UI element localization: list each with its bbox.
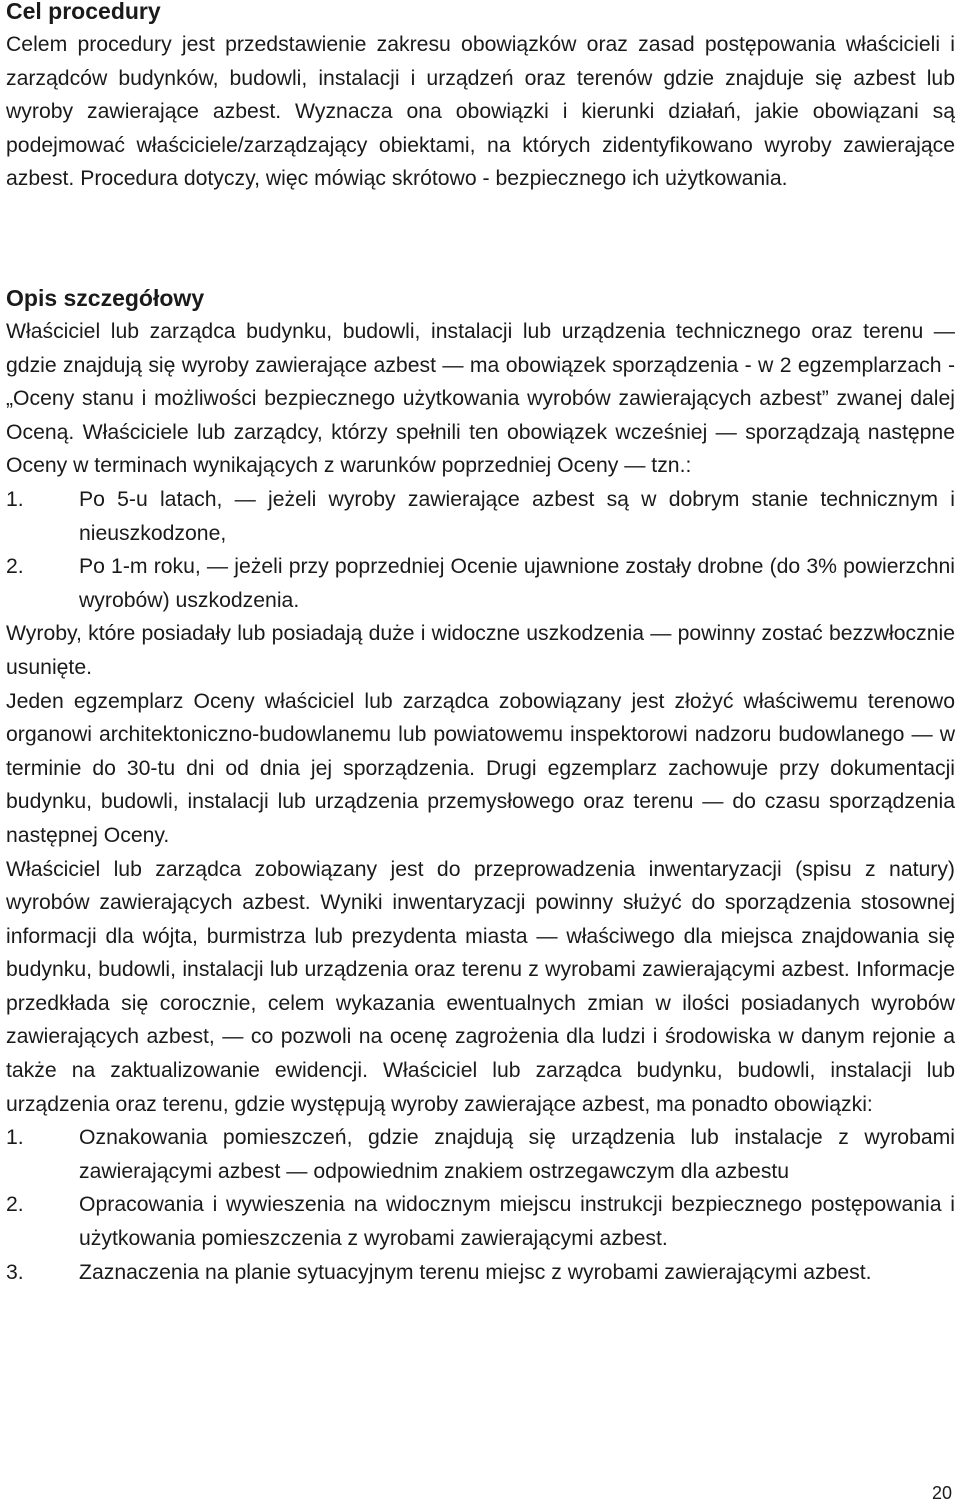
section-heading-purpose: Cel procedury — [6, 0, 161, 24]
section-heading-details: Opis szczegółowy — [6, 285, 205, 311]
list-item-number: 1. — [6, 487, 24, 511]
damaged-products-paragraph: Wyroby, które posiadały lub posiadają duże i widoczne uszkodzenia — powinny zostać bezzwłocznie usunięte. — [6, 622, 955, 679]
assessment-terms-list — [6, 483, 955, 617]
list-item-number: 2. — [6, 1193, 24, 1217]
list-item-text: Po 1-m roku, — jeżeli przy poprzedniej Ocenie ujawnione zostały drobne (do 3% powierzchni wyrobów) uszkodzenia. — [79, 555, 955, 612]
list-item — [6, 483, 955, 550]
list-item-text: Po 5-u latach, — jeżeli wyroby zawierające azbest są w dobrym stanie technicznym i nieuszkodzone, — [79, 487, 955, 545]
list-item — [6, 1121, 955, 1188]
list-item — [6, 1188, 955, 1255]
list-item-text: Opracowania i wywieszenia na widocznym miejscu instrukcji bezpiecznego postępowania i użytkowania pomieszczenia z wyrobami zawierającymi azbest. — [79, 1193, 955, 1251]
list-item — [6, 1256, 955, 1290]
list-item-number: 1. — [6, 1126, 24, 1150]
list-item-text: Zaznaczenia na planie sytuacyjnym terenu miejsc z wyrobami zawierającymi azbest. — [79, 1260, 872, 1284]
details-intro-paragraph: Właściciel lub zarządca budynku, budowli, instalacji lub urządzenia technicznego oraz terenu — gdzie znajdują się wyroby zawierające azbest — ma obowiązek sporządzenia - w 2 egzemplarzach - „Oceny stanu i możliwości bezpiecznego użytkowania wyrobów zawierających azbest” zwanej dalej Oceną. Właściciele lub zarządcy, którzy spełnili ten obowiązek wcześniej — sporządzają następne Oceny w terminach wynikających z warunków poprzedniej Oceny — tzn.: — [6, 320, 955, 478]
list-item-number: 2. — [6, 555, 24, 579]
list-item — [6, 550, 955, 617]
page-number: 20 — [931, 1483, 952, 1503]
assessment-copies-paragraph: Jeden egzemplarz Oceny właściciel lub zarządca zobowiązany jest złożyć właściwemu terenowo organowi architektoniczno-budowlanemu lub powiatowemu inspektorowi nadzoru budowlanego — w terminie do 30-tu dni od dnia jej sporządzenia. Drugi egzemplarz zachowuje przy dokumentacji budynku, budowli, instalacji lub urządzenia przemysłowego oraz terenu — do czasu sporządzenia następnej Oceny. — [6, 689, 955, 847]
purpose-paragraph: Celem procedury jest przedstawienie zakresu obowiązków oraz zasad postępowania właścicieli i zarządców budynków, budowli, instalacji i urządzeń oraz terenów gdzie znajduje się azbest lub wyroby zawierające azbest. Wyznacza ona obowiązki i kierunki działań, jakie obowiązani są podejmować właściciele/zarządzający obiektami, na których zidentyfikowano wyroby zawierające azbest. Procedura dotyczy, więc mówiąc skrótowo - bezpiecznego ich użytkowania. — [6, 33, 955, 191]
inventory-paragraph: Właściciel lub zarządca zobowiązany jest do przeprowadzenia inwentaryzacji (spisu z natury) wyrobów zawierających azbest. Wyniki inwentaryzacji powinny służyć do sporządzenia stosownej informacji dla wójta, burmistrza lub prezydenta miasta — właściwego dla miejsca znajdowania się budynku, budowli, instalacji lub urządzenia oraz terenu z wyrobami zawierającymi azbest. Informacje przedkłada się corocznie, celem wykazania ewentualnych zmian w ilości posiadanych wyrobów zawierających azbest, — co pozwoli na ocenę zagrożenia dla ludzi i środowiska w danym rejonie a także na zaktualizowanie ewidencji. Właściciel lub zarządca budynku, budowli, instalacji lub urządzenia oraz terenu, gdzie występują wyroby zawierające azbest, ma ponadto obowiązki: — [6, 857, 955, 1116]
list-item-number: 3. — [6, 1260, 24, 1284]
owner-obligations-list — [6, 1121, 955, 1289]
details-body — [6, 315, 955, 1289]
list-item-text: Oznakowania pomieszczeń, gdzie znajdują się urządzenia lub instalacje z wyrobami zawierającymi azbest — odpowiednim znakiem ostrzegawczym dla azbestu — [79, 1126, 955, 1183]
